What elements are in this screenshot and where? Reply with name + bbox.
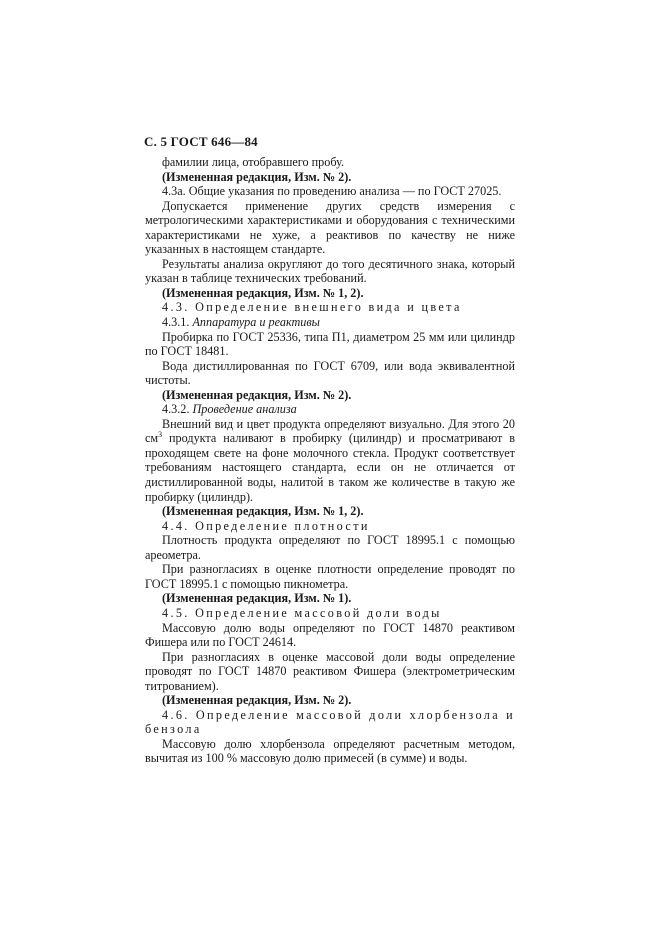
subsection-number: 4.3.2. xyxy=(162,402,190,417)
page-header: С. 5 ГОСТ 646—84 xyxy=(144,134,258,149)
paragraph: Результаты анализа округляют до того десятичного знака, который указан в таблице технических требований. xyxy=(145,256,515,286)
amendment-note: (Измененная редакция, Изм. № 2). xyxy=(162,169,352,184)
text-run: Внешний вид и цвет продукта определяют визуально. Для этого 20 см xyxy=(145,416,515,446)
paragraph: Массовую долю хлорбензола определяют расчетным методом, вычитая из 100 % массовую долю примесей (в сумме) и воды. xyxy=(145,736,515,766)
paragraph: Плотность продукта определяют по ГОСТ 18995.1 с помощью ареометра. xyxy=(145,533,515,562)
amendment-note: (Измененная редакция, Изм. № 1, 2). xyxy=(162,285,364,300)
amendment-note: (Измененная редакция, Изм. № 1). xyxy=(162,591,352,606)
amendment-note: (Измененная редакция, Изм. № 2). xyxy=(162,387,352,402)
paragraph: Пробирка по ГОСТ 25336, типа П1, диаметром 25 мм или цилиндр по ГОСТ 18481. xyxy=(145,329,515,359)
paragraph: Вода дистиллированная по ГОСТ 6709, или вода эквивалентной чистоты. xyxy=(145,358,515,388)
subsection-title: Аппаратура и реактивы xyxy=(192,315,320,330)
paragraph: Допускается применение других средств измерения с метрологическими характеристиками и оборудования с техническими характеристиками не хуже, а реактивов по качеству не ниже указанных в настоящем стандарте. xyxy=(145,198,515,257)
paragraph: При разногласиях в оценке массовой доли воды определение проводят по ГОСТ 14870 реактивом Фишера (электрометрическим титрованием). xyxy=(145,649,515,693)
section-heading: 4.6. Определение массовой доли хлорбензола и бензола xyxy=(145,707,515,737)
section-heading: 4.3. Определение внешнего вида и цвета xyxy=(162,300,462,315)
paragraph xyxy=(145,417,515,504)
superscript: 3 xyxy=(158,430,163,440)
paragraph: 4.3а. Общие указания по проведению анализа — по ГОСТ 27025. xyxy=(162,184,502,199)
subsection-heading xyxy=(145,402,515,417)
paragraph: Массовую долю воды определяют по ГОСТ 14870 реактивом Фишера или по ГОСТ 24614. xyxy=(145,620,515,650)
subsection-heading xyxy=(145,315,515,330)
text-run: продукта наливают в пробирку (цилиндр) и просматривают в проходящем свете на фоне молочного стекла. Продукт соответствует требованиям настоящего стандарта, если он не отличается от дистиллированной воды, налитой в таком же количестве в такую же пробирку (цилиндр). xyxy=(145,431,515,504)
subsection-number: 4.3.1. xyxy=(162,315,190,330)
amendment-note: (Измененная редакция, Изм. № 1, 2). xyxy=(162,504,364,519)
subsection-title: Проведение анализа xyxy=(192,402,297,417)
section-heading: 4.5. Определение массовой доли воды xyxy=(162,605,442,620)
amendment-note: (Измененная редакция, Изм. № 2). xyxy=(162,693,352,708)
paragraph: фамилии лица, отобравшего пробу. xyxy=(162,155,344,169)
section-heading: 4.4. Определение плотности xyxy=(162,518,370,533)
paragraph: При разногласиях в оценке плотности определение проводят по ГОСТ 18995.1 с помощью пикнометра. xyxy=(145,562,515,591)
document-body xyxy=(145,155,515,766)
